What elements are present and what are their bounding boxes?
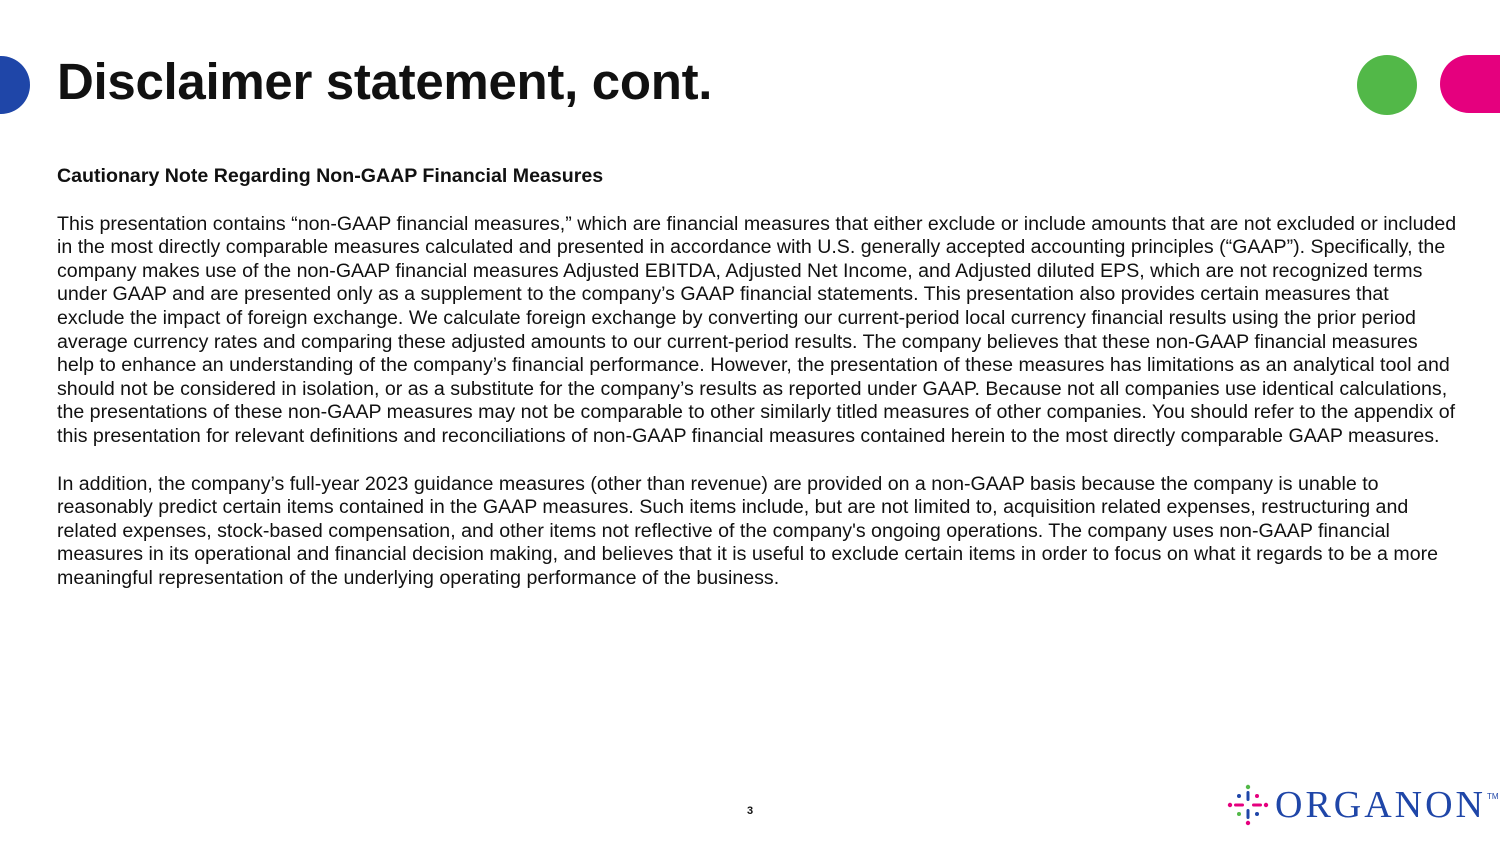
slide-title: Disclaimer statement, cont.: [57, 53, 713, 110]
pink-tab-decoration: [1440, 55, 1500, 113]
section-heading: Cautionary Note Regarding Non-GAAP Financial Measures: [57, 165, 604, 187]
green-circle-decoration: [1357, 55, 1417, 115]
organon-logo: [1225, 780, 1499, 830]
disclaimer-paragraph-1: This presentation contains “non-GAAP financial measures,” which are financial measures that either exclude or include amounts that are not excluded or included in the most directly comparable measures calculated and presented in accordance with U.S. generally accepted accounting principles (“GAAP”). Specifically, the company makes use of the non-GAAP financial measures Adjusted EBITDA, Adjusted Net Income, and Adjusted diluted EPS, which are not recognized terms under GAAP and are presented only as a supplement to the company’s GAAP financial statements. This presentation also provides certain measures that exclude the impact of foreign exchange. We calculate foreign exchange by converting our current-period local currency financial results using the prior period average currency rates and comparing these adjusted amounts to our current-period results. The company believes that these non-GAAP financial measures help to enhance an understanding of the company’s financial performance. However, the presentation of these measures has limitations as an analytical tool and should not be considered in isolation, or as a substitute for the company’s results as reported under GAAP. Because not all companies use identical calculations, the presentations of these non-GAAP measures may not be comparable to other similarly titled measures of other companies. You should refer to the appendix of this presentation for relevant definitions and reconciliations of non-GAAP financial measures contained herein to the most directly comparable GAAP measures.: [57, 212, 1457, 447]
organon-logo-mark-icon: [1225, 782, 1271, 828]
organon-logo-text: ORGANON: [1275, 784, 1486, 826]
trademark-symbol: TM: [1487, 792, 1499, 801]
disclaimer-content: [57, 165, 1457, 615]
page-number: 3: [746, 805, 754, 817]
disclaimer-paragraph-2: In addition, the company’s full-year 2023 guidance measures (other than revenue) are provided on a non-GAAP basis because the company is unable to reasonably predict certain items contained in the GAAP measures. Such items include, but are not limited to, acquisition related expenses, restructuring and related expenses, stock-based compensation, and other items not reflective of the company's ongoing operations. The company uses non-GAAP financial measures in its operational and financial decision making, and believes that it is useful to exclude certain items in order to focus on what it regards to be a more meaningful representation of the underlying operating performance of the business.: [57, 472, 1439, 589]
left-blue-tab-decoration: [0, 56, 30, 114]
